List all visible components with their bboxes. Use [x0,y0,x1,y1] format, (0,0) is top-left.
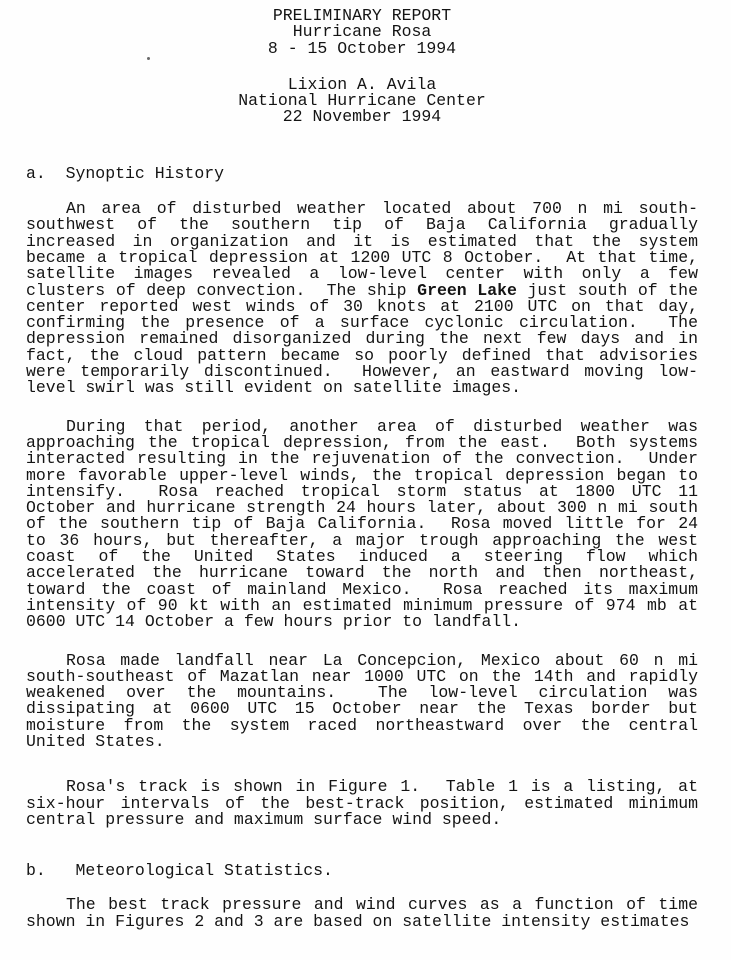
author-line: Lixion A. Avila [287,74,437,94]
text-line: weakened over the mountains. The low-level circulation was [26,683,698,703]
title-line: Hurricane Rosa [292,22,432,42]
scan-artifact [147,57,150,60]
ship-name-bold: Green Lake [417,280,517,300]
title-line: PRELIMINARY REPORT [272,6,452,25]
text-line: of the southern tip of Baja California. Rosa moved little for 24 [26,514,698,534]
text-line: accelerated the hurricane toward the north and then northeast, [26,563,698,583]
text-line: southwest of the southern tip of Baja California gradually [26,215,698,235]
text-line: confirming the presence of a surface cyclonic circulation. The [26,313,698,333]
text-line: Rosa made landfall near La Concepcion, Mexico about 60 n mi [66,650,698,670]
report-author-block [26,74,698,127]
text-line: coast of the United States induced a steering flow which [26,547,698,567]
section-b [26,863,698,930]
text-line: shown in Figures 2 and 3 are based on satellite intensity estimates [26,911,690,931]
section-heading: a. Synoptic History [26,163,225,183]
text-line: interacted resulting in the rejuvenation of the convection. Under [26,449,698,469]
text-line: central pressure and maximum surface wind speed. [26,809,502,829]
text-line: were temporarily discontinued. However, an eastward moving low- [26,362,698,382]
text-line: increased in organization and it is estimated that the system [26,231,698,251]
report-body [26,163,698,931]
text-line: satellite images revealed a low-level center with only a few [26,264,698,284]
paragraph [26,201,698,397]
text-line: moisture from the system raced northeastward over the central [26,715,698,735]
text-line: to 36 hours, but thereafter, a major trough approaching the west [26,530,698,550]
text-line: fact, the cloud pattern became so poorly defined that advisories [26,345,698,365]
paragraph [26,650,698,751]
text-line: During that period, another area of disturbed weather was [66,416,698,436]
text-line: depression remained disorganized during the next few days and in [26,329,698,349]
text-line: An area of disturbed weather located about 700 n mi south- [66,199,698,219]
section-a [26,163,698,829]
author-line: 22 November 1994 [282,107,442,127]
section-heading: b. Meteorological Statistics. [26,861,333,881]
text-line: six-hour intervals of the best-track position, estimated minimum [26,793,698,813]
text-line: more favorable upper-level winds, the tropical depression began to [26,465,698,485]
text-line: intensity of 90 kt with an estimated minimum pressure of 974 mb at [26,595,698,615]
paragraph [26,897,698,930]
text-line: clusters of deep convection. The ship Green Lake just south of the [26,280,698,300]
text-line: dissipating at 0600 UTC 15 October near the Texas border but [26,699,698,719]
text-line: 0600 UTC 14 October a few hours prior to landfall. [26,612,522,632]
text-line: level swirl was still evident on satellite images. [26,378,522,398]
report-title-block [26,8,698,57]
paragraph [26,416,698,632]
text-line: south-southeast of Mazatlan near 1000 UTC on the 14th and rapidly [26,666,698,686]
text-line: became a tropical depression at 1200 UTC 8 October. At that time, [26,247,698,267]
text-line: United States. [26,731,165,751]
text-line: toward the coast of mainland Mexico. Rosa reached its maximum [26,579,698,599]
title-line: 8 - 15 October 1994 [267,38,457,58]
text-line: October and hurricane strength 24 hours later, about 300 n mi south [26,498,698,518]
text-line: center reported west winds of 30 knots at 2100 UTC on that day, [26,296,698,316]
text-line: approaching the tropical depression, from the east. Both systems [26,432,698,452]
paragraph [26,779,698,828]
text-line: The best track pressure and wind curves as a function of time [66,895,698,915]
text-line: intensify. Rosa reached tropical storm status at 1800 UTC 11 [26,481,698,501]
text-line: Rosa's track is shown in Figure 1. Table 1 is a listing, at [66,777,698,797]
author-line: National Hurricane Center [238,91,486,111]
